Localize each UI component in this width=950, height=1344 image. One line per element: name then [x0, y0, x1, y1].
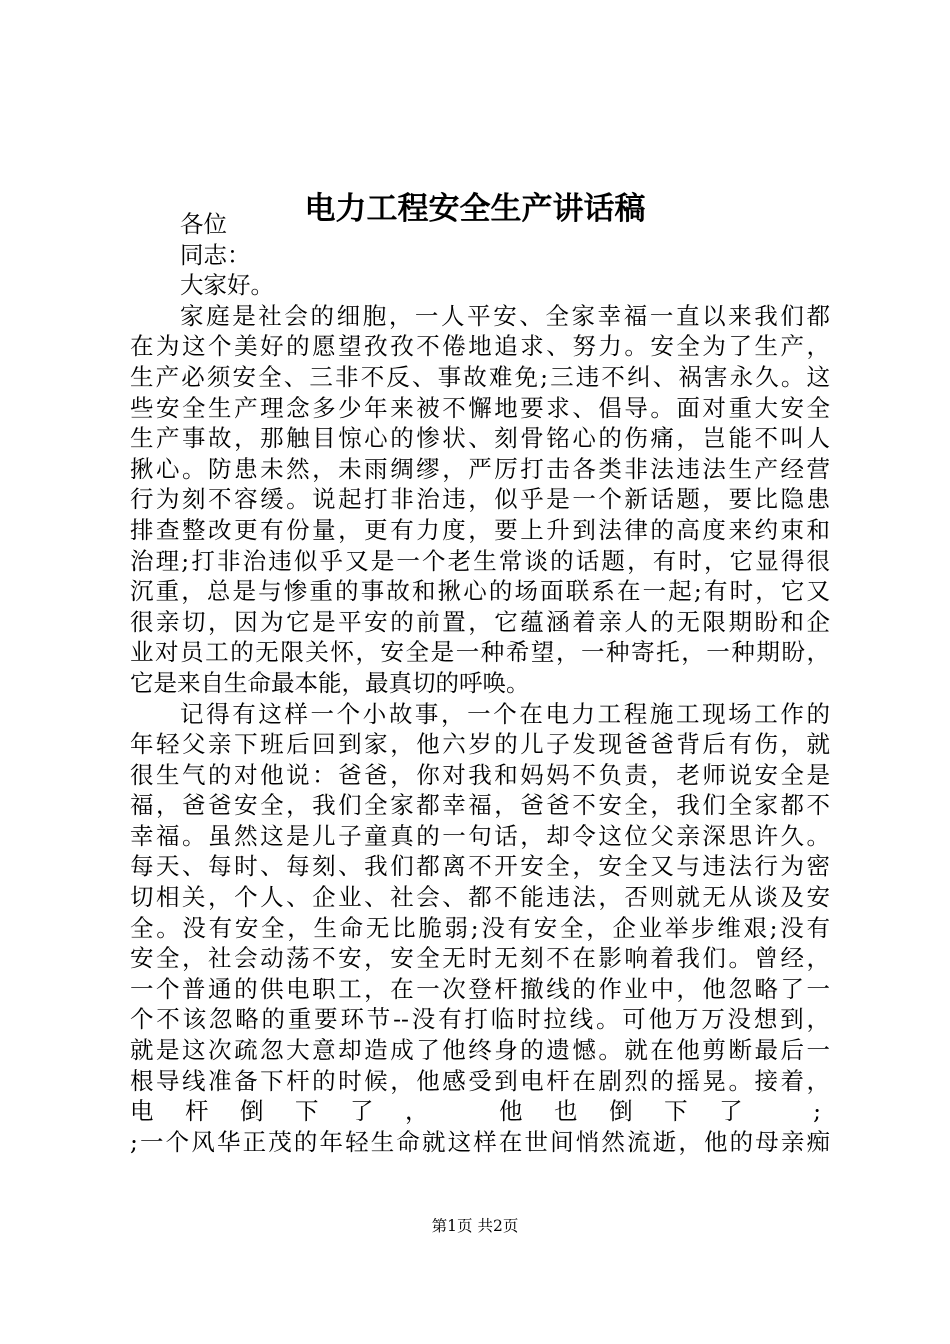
paragraph-line: 生产事故，那触目惊心的惨状、刻骨铭心的伤痛，岂能不叫人 [130, 424, 830, 453]
document-title: 电力工程安全生产讲话稿 [304, 191, 646, 227]
paragraph-line: 些安全生产理念多少年来被不懈地要求、倡导。面对重大安全 [130, 393, 830, 422]
paragraph-line: 很亲切，因为它是平安的前置，它蕴涵着亲人的无限期盼和企 [130, 607, 830, 636]
paragraph-line: 安全，社会动荡不安，安全无时无刻不在影响着我们。曾经， [130, 944, 830, 973]
paragraph-line: 根导线准备下杆的时候，他感受到电杆在剧烈的摇晃。接着， [130, 1066, 830, 1095]
paragraph-line: 排查整改更有份量，更有力度，要上升到法律的高度来约束和 [130, 515, 830, 544]
paragraph-line: 很生气的对他说：爸爸，你对我和妈妈不负责，老师说安全是 [130, 760, 830, 789]
document-body [130, 209, 830, 1157]
paragraph-line: 它是来自生命最本能，最真切的呼唤。 [130, 668, 530, 697]
paragraph-line: 切相关，个人、企业、社会、都不能违法，否则就无从谈及安 [130, 883, 830, 912]
paragraph-line: 全。没有安全，生命无比脆弱;没有安全，企业举步维艰;没有 [130, 913, 830, 942]
paragraph-line: 沉重，总是与惨重的事故和揪心的场面联系在一起;有时，它又 [130, 577, 830, 606]
salutation-line: 同志： [180, 240, 251, 269]
paragraph-line: 电杆倒下了， 他也倒下了 ; [130, 1097, 830, 1126]
paragraph-line: 每天、每时、每刻、我们都离不开安全，安全又与违法行为密 [130, 852, 830, 881]
paragraph-line: 治理;打非治违似乎又是一个老生常谈的话题，有时，它显得很 [130, 546, 830, 575]
paragraph-line: 就是这次疏忽大意却造成了他终身的遗憾。就在他剪断最后一 [130, 1036, 830, 1065]
salutation-line: 各位 [180, 210, 227, 238]
paragraph-line: 一个普通的供电职工，在一次登杆撤线的作业中，他忽略了一 [130, 974, 830, 1003]
paragraph-line: 福，爸爸安全，我们全家都幸福，爸爸不安全，我们全家都不 [130, 791, 830, 820]
paragraph-line: ;一个风华正茂的年轻生命就这样在世间悄然流逝，他的母亲痴 [130, 1127, 830, 1156]
paragraph-line: 年轻父亲下班后回到家，他六岁的儿子发现爸爸背后有伤，就 [130, 730, 830, 759]
paragraph-line: 幸福。虽然这是儿子童真的一句话，却令这位父亲深思许久。 [130, 821, 830, 850]
paragraph-line: 个不该忽略的重要环节--没有打临时拉线。可他万万没想到， [130, 1005, 830, 1034]
paragraph-line: 行为刻不容缓。说起打非治违，似乎是一个新话题，要比隐患 [130, 485, 830, 514]
page-footer: 第1页 共2页 [431, 1217, 519, 1235]
paragraph-line: 揪心。防患未然，未雨绸缪，严厉打击各类非法违法生产经营 [130, 454, 830, 483]
paragraph-line: 业对员工的无限关怀，安全是一种希望，一种寄托，一种期盼， [130, 638, 830, 667]
greeting-line: 大家好。 [180, 271, 274, 300]
paragraph-line: 记得有这样一个小故事，一个在电力工程施工现场工作的 [180, 699, 830, 728]
paragraph-line: 在为这个美好的愿望孜孜不倦地追求、努力。安全为了生产， [130, 332, 830, 361]
paragraph-line: 家庭是社会的细胞，一人平安、全家幸福一直以来我们都 [180, 301, 830, 330]
paragraph-line: 生产必须安全、三非不反、事故难免;三违不纠、祸害永久。这 [130, 362, 830, 391]
